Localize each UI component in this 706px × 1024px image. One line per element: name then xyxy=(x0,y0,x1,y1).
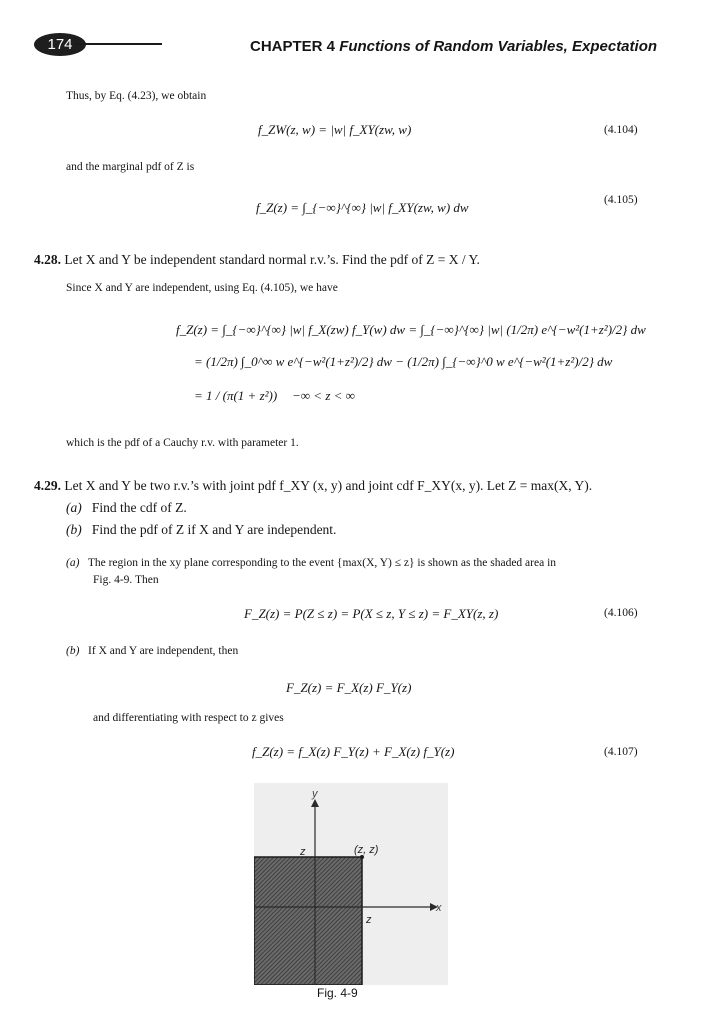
problem-4-28-statement: Let X and Y be independent standard normal r.v.’s. Find the pdf of Z = X / Y. xyxy=(64,252,480,267)
solution-b-label: (b) xyxy=(66,645,80,657)
header-rule xyxy=(76,43,162,45)
problem-4-29-part-a xyxy=(66,500,187,516)
point-label: (z, z) xyxy=(354,844,379,856)
derivation-range: −∞ < z < ∞ xyxy=(292,388,355,403)
part-b-label: (b) xyxy=(66,522,82,537)
solution-a-label: (a) xyxy=(66,557,80,569)
equation-number-4-107: (4.107) xyxy=(604,746,638,758)
part-a-label: (a) xyxy=(66,500,82,515)
problem-4-28-solution-intro: Since X and Y are independent, using Eq. (4.105), we have xyxy=(66,282,338,294)
solution-b-line-1 xyxy=(66,645,238,657)
equation-4-104: f_ZW(z, w) = |w| f_XY(zw, w) xyxy=(258,122,412,137)
z-label-x: z xyxy=(366,914,372,926)
intro-line-2: and the marginal pdf of Z is xyxy=(66,161,195,173)
chapter-title: Functions of Random Variables, Expectation xyxy=(339,38,658,55)
problem-4-29-number: 4.29. xyxy=(34,478,61,493)
problem-4-28-heading xyxy=(34,252,480,268)
derivation-line-3: = 1 / (π(1 + z²)) xyxy=(194,388,278,403)
part-b-text: Find the pdf of Z if X and Y are independent. xyxy=(91,522,337,537)
equation-number-4-106: (4.106) xyxy=(604,607,638,619)
problem-4-29-part-b xyxy=(66,522,336,538)
figure-4-9 xyxy=(254,783,448,985)
chapter-label: CHAPTER 4 xyxy=(250,38,336,55)
y-axis-arrow xyxy=(311,799,319,807)
part-a-text: Find the cdf of Z. xyxy=(91,500,187,515)
solution-a-line-1 xyxy=(66,557,556,569)
figure-caption: Fig. 4-9 xyxy=(317,986,358,1000)
solution-a-text: The region in the xy plane corresponding to the event {max(X, Y) ≤ z} is shown as the shaded area in xyxy=(87,557,557,569)
equation-4-106: F_Z(z) = P(Z ≤ z) = P(X ≤ z, Y ≤ z) = F_XY(z, z) xyxy=(244,606,499,621)
equation-independence: F_Z(z) = F_X(z) F_Y(z) xyxy=(286,680,412,695)
chapter-heading xyxy=(250,38,657,55)
equation-4-105: f_Z(z) = ∫_{−∞}^{∞} |w| f_XY(zw, w) dw xyxy=(256,200,469,215)
y-axis-label: y xyxy=(312,788,318,800)
equation-4-107: f_Z(z) = f_X(z) F_Y(z) + F_X(z) f_Y(z) xyxy=(252,744,455,759)
derivation-line-1: f_Z(z) = ∫_{−∞}^{∞} |w| f_X(zw) f_Y(w) dw = ∫_{−∞}^{∞} |w| (1/2π) e^{−w²(1+z²)/2} dw xyxy=(176,322,646,337)
equation-number-4-105: (4.105) xyxy=(604,194,638,206)
page-number: 174 xyxy=(34,33,86,56)
problem-4-28-conclusion: which is the pdf of a Cauchy r.v. with parameter 1. xyxy=(66,437,299,449)
problem-4-29-heading xyxy=(34,478,592,494)
shaded-region xyxy=(254,857,362,985)
solution-b-line-2: and differentiating with respect to z gives xyxy=(93,712,284,724)
equation-number-4-104: (4.104) xyxy=(604,124,638,136)
x-axis-label: x xyxy=(436,902,442,914)
solution-b-text: If X and Y are independent, then xyxy=(88,645,239,657)
solution-a-line-2: Fig. 4-9. Then xyxy=(93,574,159,586)
derivation-line-2: = (1/2π) ∫_0^∞ w e^{−w²(1+z²)/2} dw − (1/2π) ∫_{−∞}^0 w e^{−w²(1+z²)/2} dw xyxy=(194,354,613,369)
intro-line-1: Thus, by Eq. (4.23), we obtain xyxy=(66,90,207,102)
problem-4-29-statement: Let X and Y be two r.v.’s with joint pdf f_XY (x, y) and joint cdf F_XY(x, y). Let Z = max(X, Y). xyxy=(64,478,593,493)
z-label-y: z xyxy=(300,846,306,858)
problem-4-28-number: 4.28. xyxy=(34,252,61,267)
